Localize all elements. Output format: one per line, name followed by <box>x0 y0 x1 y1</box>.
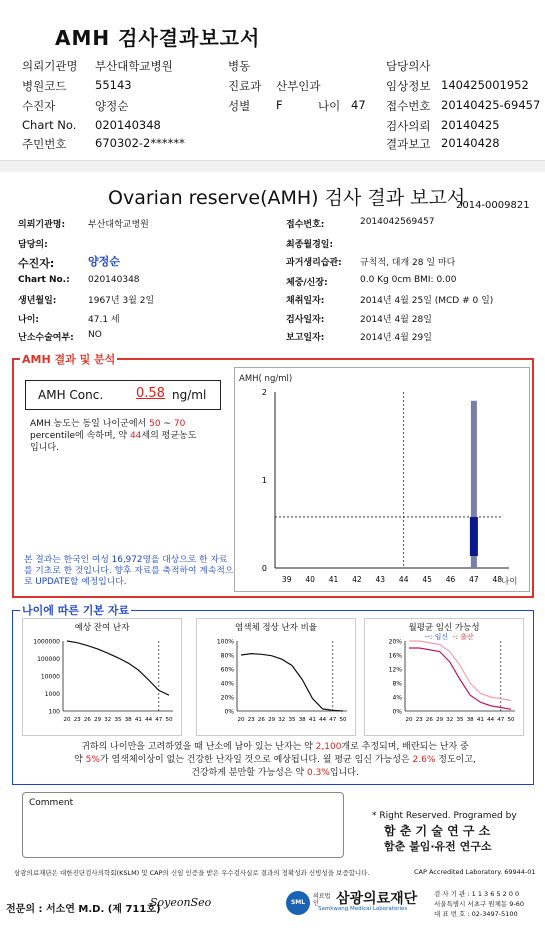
amh-chart-xtick: 40 <box>305 575 315 584</box>
footer-note: 삼광의료재단은 대한진단검사의학회(KSLM) 및 CAP의 신임 인증을 받은 우수검사실로 결과의 정확성과 신빙성을 보증합니다. <box>14 869 370 877</box>
doctor-name: 전문의 : 서소연 M.D. (제 711호) <box>6 904 161 915</box>
amh-chart-xtick: 39 <box>281 575 292 584</box>
report-value: 2014042569457 <box>360 217 435 227</box>
lab-name-1: 함 춘 기 술 연 구 소 <box>384 824 491 838</box>
mini-chart-ytick: 100% <box>216 638 234 646</box>
header-key: 접수번호 <box>386 99 431 113</box>
cap-text: CAP Accredited Laboratory. 69944-01 <box>414 868 536 876</box>
header-key: 임상정보 <box>386 79 431 93</box>
mini-chart-ytick: 4% <box>392 694 402 702</box>
mini-chart-line <box>409 648 511 709</box>
normal-egg-ratio-chart <box>197 619 355 735</box>
pregnancy-chance-chart-box <box>364 618 524 736</box>
header-key: 주민번호 <box>22 137 67 151</box>
signature: SoyeonSeo <box>150 896 212 909</box>
amh-chart-ytick: 1 <box>261 476 267 485</box>
report-value: 양정순 <box>88 255 120 268</box>
mini-chart-ytick: 80% <box>220 652 234 660</box>
mini-chart-xtick: 26 <box>425 717 433 723</box>
amh-chart-ytick: 0 <box>261 564 267 573</box>
mini-chart-xtick: 29 <box>94 717 102 723</box>
mini-chart-ytick: 100 <box>48 708 60 716</box>
mini-chart-ytick: 20% <box>388 638 402 646</box>
amh-chart-xtick: 44 <box>398 575 409 584</box>
amh-conc-label: AMH Conc. <box>38 388 104 402</box>
amh-chart <box>235 368 529 591</box>
separator <box>0 160 545 172</box>
mini-chart-xtick: 50 <box>339 717 347 723</box>
header-value: 47 <box>351 98 366 112</box>
page-title: AMH 검사결과보고서 <box>55 26 261 50</box>
mini-chart-xtick: 38 <box>466 717 474 723</box>
mini-chart-title: 예상 잔여 난자 <box>74 623 130 633</box>
amh-note: 본 결과는 한국인 여성 16,972명을 대상으로 한 자료를 기초로 한 것입니다. 향후 자료를 축적하여 계속적으로 UPDATE할 예정입니다. <box>24 555 234 587</box>
report-key: Chart No.: <box>18 275 70 285</box>
report-value: 2014년 4월 29일 <box>360 333 432 343</box>
org-name: 삼광의료재단 <box>336 891 418 907</box>
report-value: NO <box>88 330 102 340</box>
mini-chart-xtick: 47 <box>329 717 337 723</box>
mini-chart-xtick: 23 <box>247 717 255 723</box>
amh-chart-xtick: 43 <box>375 575 386 584</box>
mini-chart-xtick: 26 <box>257 717 265 723</box>
header-value: 20140425 <box>441 118 500 132</box>
mini-chart-xtick: 41 <box>308 717 316 723</box>
report-key: 최종월경일: <box>286 240 334 250</box>
mini-chart-xtick: 35 <box>456 717 464 723</box>
mini-chart-xtick: 41 <box>134 717 142 723</box>
mini-chart-xtick: 44 <box>487 717 495 723</box>
amh-chart-xtick: 45 <box>422 575 432 584</box>
rights-text: * Right Reserved. Programed by <box>372 811 517 821</box>
report-value: 020140348 <box>88 275 140 285</box>
header-value: 산부인과 <box>276 79 321 93</box>
mini-chart-line <box>241 654 343 711</box>
header-key: 진료과 <box>228 79 262 93</box>
report-value: 1967년 3월 2일 <box>88 296 155 306</box>
amh-chart-xtick: 48 <box>492 575 503 584</box>
mini-chart-xtick: 35 <box>114 717 122 723</box>
mini-chart-xtick: 29 <box>268 717 276 723</box>
amh-chart-xtick: 41 <box>328 575 339 584</box>
mini-chart-xtick: 20 <box>63 717 71 723</box>
report-key: 보고일자: <box>286 333 325 343</box>
mini-chart-ytick: 8% <box>392 680 402 688</box>
report-value: 부산대학교병원 <box>88 220 149 230</box>
mini-chart-xtick: 20 <box>405 717 413 723</box>
report-key: 검사일자: <box>286 315 325 325</box>
report-key: 난소수술여부: <box>18 333 74 343</box>
mini-chart-xtick: 41 <box>476 717 484 723</box>
doc-number: 2014-0009821 <box>456 200 530 211</box>
age-summary: 귀하의 나이만을 고려하였을 때 난소에 남아 있는 난자는 약 2,100개로 추정되며, 배란되는 난자 중 약 5%가 염색체이상이 없는 건강한 난자일 것으로 예상됩니다. 월 평균 임신 가능성은 2.6% 정도이고, 건강하게 분만할 가능성은 약 0.3%입니다. <box>74 742 476 778</box>
header-key: 성별 <box>228 99 251 113</box>
mini-chart-xtick: 23 <box>415 717 423 723</box>
header-key: 나이 <box>318 99 341 113</box>
mini-chart-legend: -: 출산 <box>453 633 474 641</box>
report-value: 2014년 4월 28일 <box>360 315 432 325</box>
header-value: 부산대학교병원 <box>95 59 173 73</box>
mini-chart-xtick: 50 <box>507 717 515 723</box>
org-corp: 의료법인 <box>313 893 331 907</box>
mini-chart-ytick: 12% <box>388 666 402 674</box>
report-key: 체중/신장: <box>286 278 328 288</box>
org-info-3: 대 표 번 호 : 02-3497-5100 <box>434 910 518 918</box>
amh-percentile-text: AMH 농도는 동일 나이군에서 50 ~ 70 percentile에 속하며, 약 44세의 평균농도 입니다. <box>30 419 197 453</box>
mini-chart-ytick: 0% <box>392 708 402 716</box>
report-key: 나이: <box>18 315 39 325</box>
header-value: 020140348 <box>95 118 161 132</box>
amh-chart-box <box>234 367 530 592</box>
mini-chart-xtick: 35 <box>288 717 296 723</box>
amh-chart-xtick: 46 <box>445 575 456 584</box>
amh-conc-value: 0.58 <box>136 386 165 401</box>
amh-chart-ytick: 2 <box>261 388 267 397</box>
mini-chart-xtick: 47 <box>155 717 163 723</box>
header-key: 담당의사 <box>386 59 431 73</box>
mini-chart-ytick: 10000 <box>40 673 60 681</box>
amh-chart-ylabel: AMH( ng/ml) <box>239 374 293 384</box>
amh-conc-unit: ng/ml <box>172 388 207 402</box>
header-key: 병동 <box>228 59 251 73</box>
mini-chart-xtick: 29 <box>436 717 444 723</box>
header-value: 140425001952 <box>441 78 529 92</box>
mini-chart-xtick: 32 <box>104 717 112 723</box>
mini-chart-xtick: 26 <box>83 717 91 723</box>
header-key: 수진자 <box>22 99 56 113</box>
lab-name-2: 함춘 불임·유전 연구소 <box>384 840 492 853</box>
mini-chart-ytick: 0% <box>224 708 234 716</box>
mini-chart-xtick: 23 <box>73 717 81 723</box>
header-value: 20140425-69457 <box>441 98 541 112</box>
report-key: 과거생리습관: <box>286 258 342 268</box>
mini-chart-xtick: 44 <box>319 717 327 723</box>
amh-conc-box <box>25 380 221 410</box>
mini-chart-legend: --: 임신 <box>425 633 449 641</box>
report-key: 채취일자: <box>286 296 325 306</box>
mini-chart-line <box>67 641 169 695</box>
org-subtitle: Samkwang Medical Laboratories <box>318 906 408 912</box>
amh-chart-xtick: 47 <box>469 575 479 584</box>
mini-chart-xtick: 38 <box>124 717 132 723</box>
mini-chart-title: 월평균 임신 가능성 <box>408 623 480 633</box>
header-value: 670302-2****** <box>95 136 185 150</box>
mini-chart-xtick: 50 <box>165 717 173 723</box>
org-info-1: 검 사 기 관 : 1 1 3 6 5 2 0 0 <box>434 890 520 898</box>
mini-chart-xtick: 32 <box>446 717 454 723</box>
mini-chart-ytick: 60% <box>220 666 234 674</box>
comment-box <box>22 792 344 858</box>
amh-chart-xlabel: 나이 <box>501 577 518 587</box>
mini-chart-xtick: 47 <box>497 717 505 723</box>
report-value: 2014년 4월 25일 (MCD # 0 일) <box>360 296 494 306</box>
normal-egg-ratio-chart-box <box>196 618 356 736</box>
header-value: 20140428 <box>441 136 500 150</box>
mini-chart-xtick: 38 <box>298 717 306 723</box>
mini-chart-xtick: 32 <box>278 717 286 723</box>
age-section-label: 나이에 따른 기본 자료 <box>22 604 130 617</box>
remaining-eggs-chart-box <box>22 618 182 736</box>
header-key: 결과보고 <box>386 137 431 151</box>
mini-chart-ytick: 100000 <box>37 656 60 663</box>
report-value: 47.1 세 <box>88 315 120 325</box>
mini-chart-ytick: 40% <box>220 680 234 688</box>
org-logo-icon: SML <box>286 891 310 915</box>
mini-chart-ytick: 20% <box>220 694 234 702</box>
comment-label: Comment <box>29 798 74 808</box>
report-key: 담당의: <box>18 240 48 250</box>
mini-chart-line <box>409 641 511 701</box>
header-value: F <box>276 98 283 112</box>
mini-chart-ytick: 1000000 <box>33 638 60 646</box>
header-key: 병원코드 <box>22 79 67 93</box>
mini-chart-xtick: 44 <box>145 717 153 723</box>
report-value: 0.0 Kg 0cm BMI: 0.00 <box>360 275 457 285</box>
remaining-eggs-chart <box>23 619 181 735</box>
header-key: Chart No. <box>22 118 77 132</box>
amh-section-label: AMH 결과 및 분석 <box>22 353 116 366</box>
org-info-2: 서울특별시 서초구 원체동 9-60 <box>434 900 525 908</box>
mini-chart-ytick: 16% <box>388 652 402 660</box>
report-key: 의뢰기관명: <box>18 220 66 230</box>
mini-chart-title: 염색체 정상 난자 비율 <box>234 623 318 633</box>
amh-chart-xtick: 42 <box>352 575 362 584</box>
mini-chart-ytick: 1000 <box>44 691 60 698</box>
report-key: 생년월일: <box>18 296 57 306</box>
report-key: 수진자: <box>18 257 55 270</box>
report-key: 접수번호: <box>286 220 325 230</box>
mini-chart-xtick: 20 <box>237 717 245 723</box>
amh-chart-patient-bar <box>470 517 478 556</box>
header-key: 검사의뢰 <box>386 119 431 133</box>
header-value: 양정순 <box>95 99 129 113</box>
pregnancy-chance-chart <box>365 619 523 735</box>
report-value: 규칙적, 대개 28 일 마다 <box>360 258 456 268</box>
header-value: 55143 <box>95 78 132 92</box>
header-key: 의뢰기관명 <box>22 59 78 73</box>
report-title: Ovarian reserve(AMH) 검사 결과 보고서 <box>108 187 466 209</box>
